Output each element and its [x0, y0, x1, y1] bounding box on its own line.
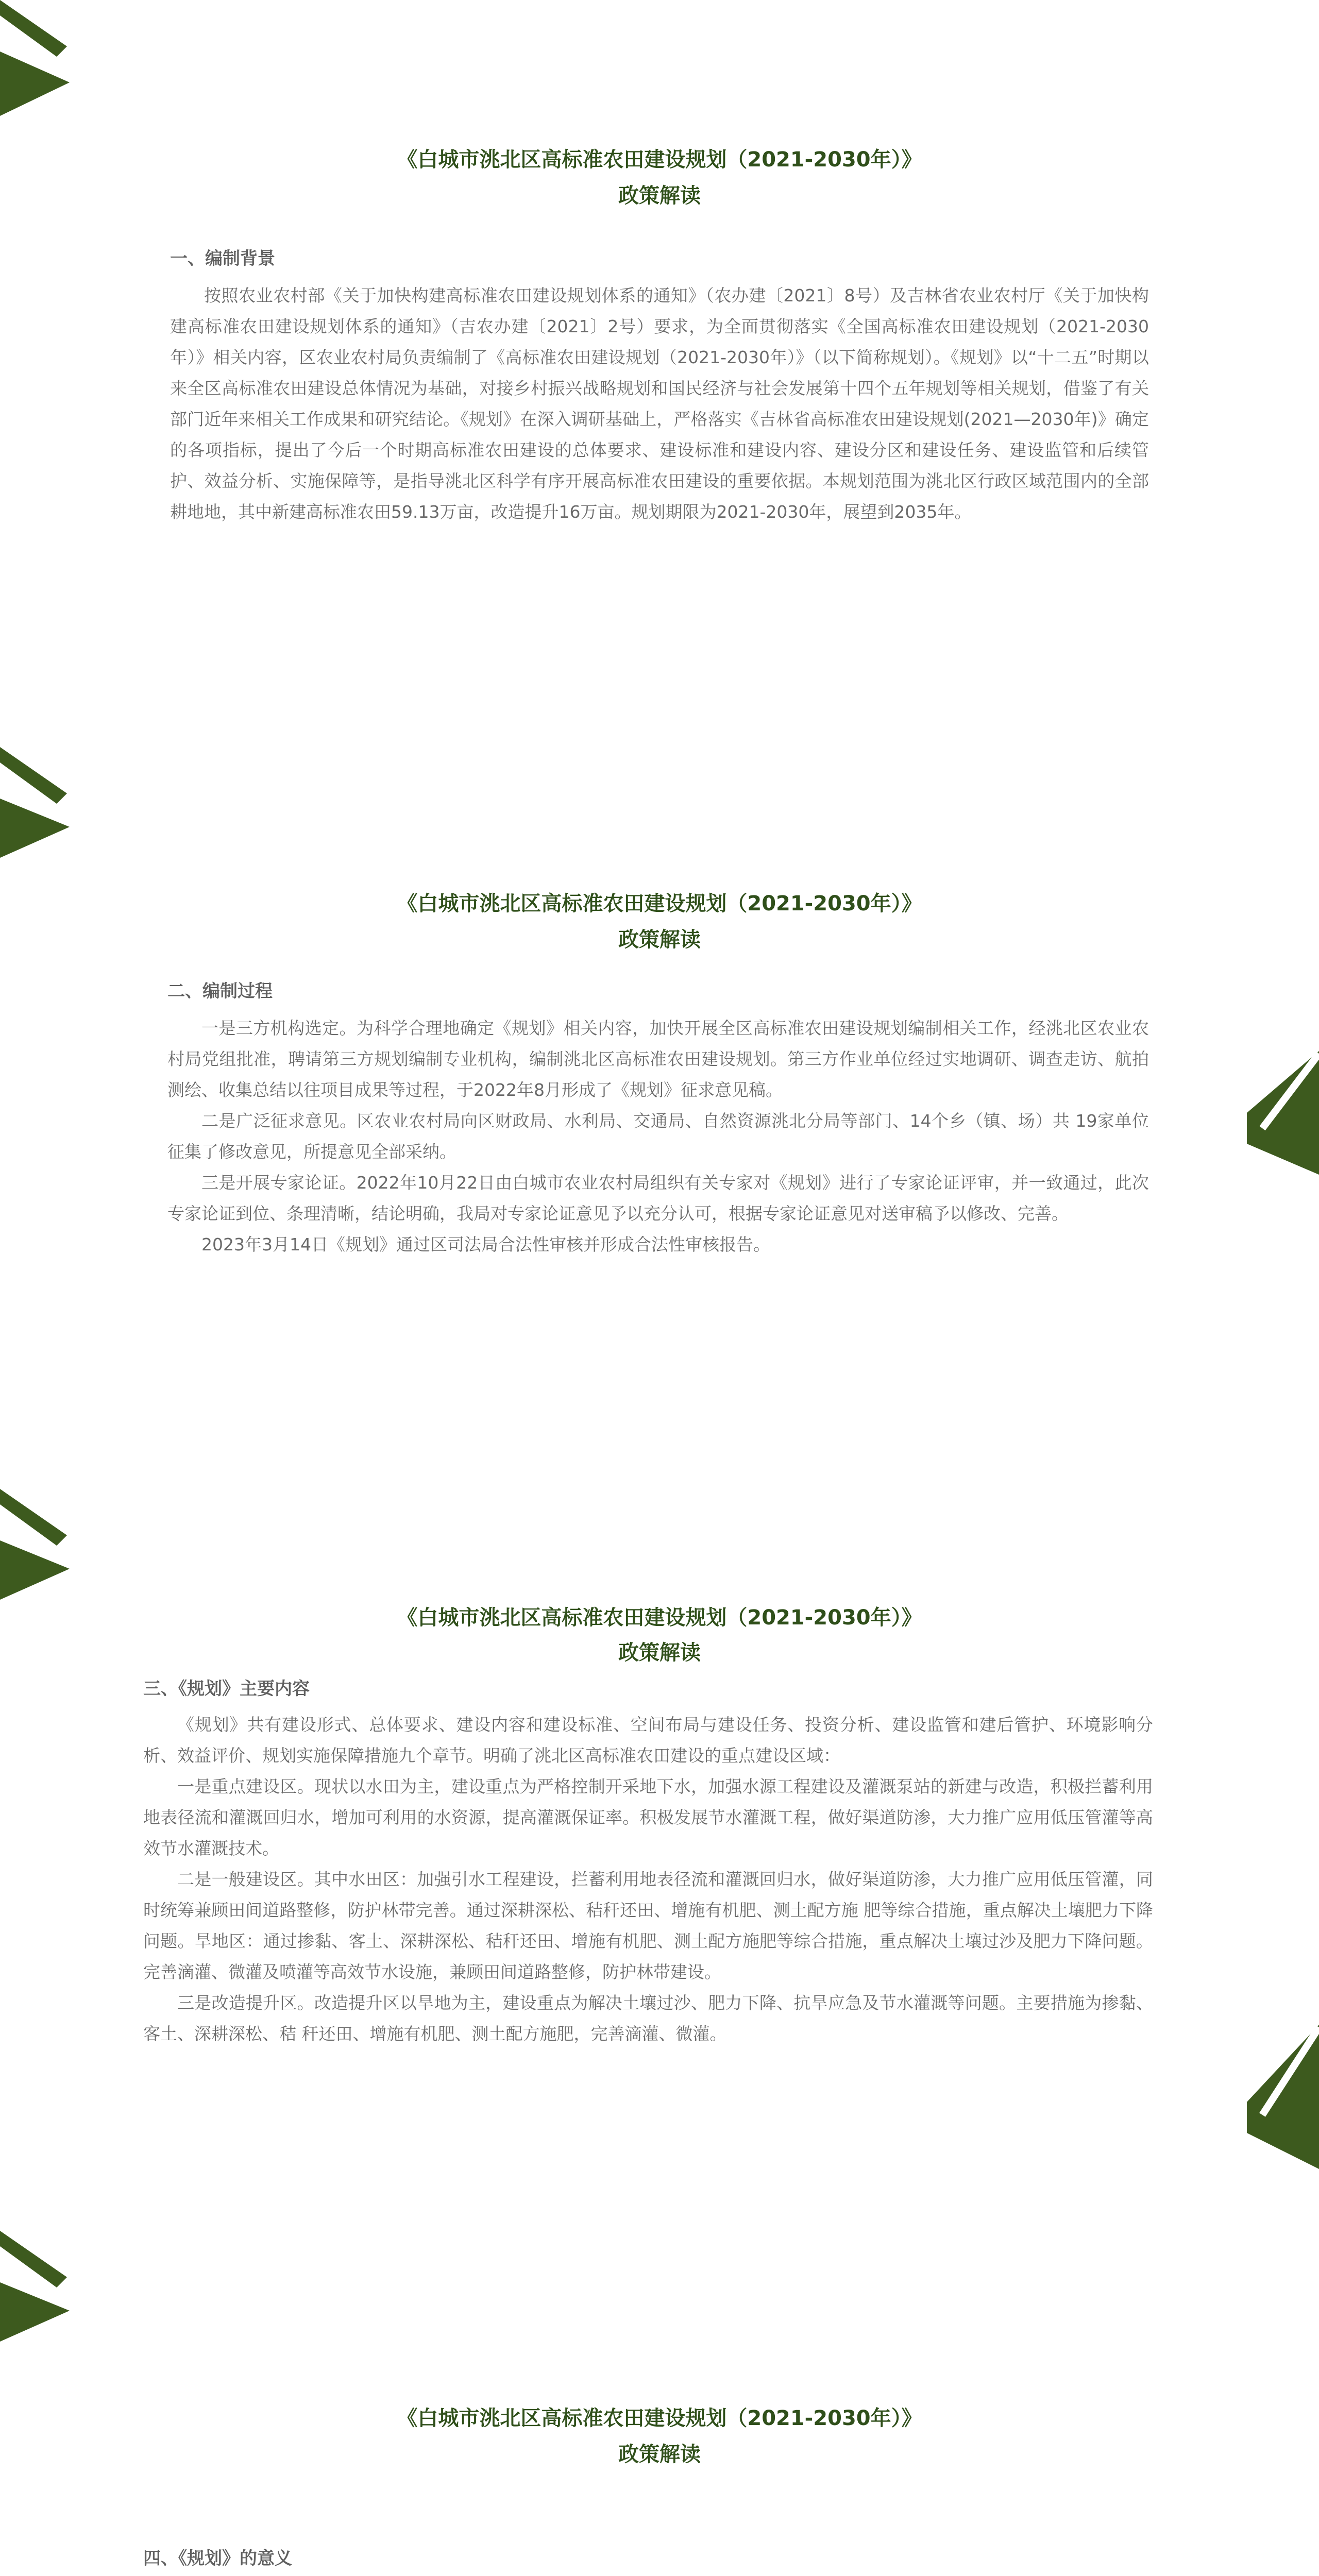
paragraph: 《规划》共有建设形式、总体要求、建设内容和建设标准、空间布局与建设任务、投资分析、建设监管和建后管护、环境影响分析、效益评价、规划实施保障措施九个章节。明确了洮北区高标准农田建设的重点建设区域：	[143, 1715, 1153, 1766]
paragraph: 按照农业农村部《关于加快构建高标准农田建设规划体系的通知》（农办建〔2021〕8号）及吉林省农业农村厅《关于加快构建高标准农田建设规划体系的通知》（吉农办建〔2021〕2号）要求，为全面贯彻落实《全国高标准农田建设规划（2021-2030年）》相关内容，区农业农村局负责编制了《高标准农田建设规划（2021-2030年）》（以下简称规划）。《规划》以“十二五”时期以来全区高标准农田建设总体情况为基础，对接乡村振兴战略规划和国民经济与社会发展第十四个五年规划等相关规划，借鉴了有关部门近年来相关工作成果和研究结论。《规划》在深入调研基础上，严格落实《吉林省高标准农田建设规划(2021—2030年)》确定的各项指标，提出了今后一个时期高标准农田建设的总体要求、建设标准和建设内容、建设分区和建设任务、建设监管和后续管护、效益分析、实施保障等，是指导洮北区科学有序开展高标准农田建设的重要依据。本规划范围为洮北区行政区域范围内的全部耕地地，其中新建高标准农田59.13万亩，改造提升16万亩。规划期限为2021-2030年，展望到2035年。	[170, 285, 1149, 522]
paragraph: 三是改造提升区。改造提升区以旱地为主，建设重点为解决土壤过沙、肥力下降、抗旱应急及节水灌溉等问题。主要措施为掺黏、客土、深耕深松、秸 秆还田、增施有机肥、测土配方施肥，完善滴灌、微灌。	[143, 1993, 1153, 2044]
section-heading: 四、《规划》的意义	[143, 2548, 292, 2569]
document-subtitle: 政策解读	[618, 184, 701, 208]
document-title: 《白城市洮北区高标准农田建设规划（2021-2030年）》	[397, 1606, 922, 1630]
document-subtitle: 政策解读	[618, 2443, 701, 2466]
paragraph: 一是重点建设区。现状以水田为主，建设重点为严格控制开采地下水，加强水源工程建设及灌溉泵站的新建与改造，积极拦蓄利用地表径流和灌溉回归水，增加可利用的水资源，提高灌溉保证率。积极发展节水灌溉工程，做好渠道防渗，大力推广应用低压管灌等高效节水灌溉技术。	[143, 1776, 1153, 1858]
paragraph: 2023年3月14日《规划》通过区司法局合法性审核并形成合法性审核报告。	[201, 1234, 770, 1255]
document-subtitle: 政策解读	[618, 1641, 701, 1665]
paragraph: 三是开展专家论证。2022年10月22日由白城市农业农村局组织有关专家对《规划》进行了专家论证评审，并一致通过，此次专家论证到位、条理清晰，结论明确，我局对专家论证意见予以充分认可，根据专家论证意见对送审稿予以修改、完善。	[167, 1173, 1149, 1224]
document-title: 《白城市洮北区高标准农田建设规划（2021-2030年）》	[397, 148, 922, 172]
document-title: 《白城市洮北区高标准农田建设规划（2021-2030年）》	[397, 892, 922, 916]
section-heading: 三、《规划》主要内容	[143, 1679, 310, 1699]
paragraph: 一是三方机构选定。为科学合理地确定《规划》相关内容，加快开展全区高标准农田建设规划编制相关工作，经洮北区农业农村局党组批准，聘请第三方规划编制专业机构，编制洮北区高标准农田建设规划。第三方作业单位经过实地调研、调查走访、航拍测绘、收集总结以往项目成果等过程，于2022年8月形成了《规划》征求意见稿。	[167, 1018, 1149, 1100]
section-heading: 一、编制背景	[170, 248, 275, 269]
paragraph: 二是广泛征求意见。区农业农村局向区财政局、水利局、交通局、自然资源洮北分局等部门、14个乡（镇、场）共 19家单位征集了修改意见，所提意见全部采纳。	[167, 1111, 1149, 1162]
paragraph: 二是一般建设区。其中水田区：加强引水工程建设，拦蓄利用地表径流和灌溉回归水，做好渠道防渗，大力推广应用低压管灌，同时统筹兼顾田间道路整修，防护林带完善。通过深耕深松、秸秆还田、增施有机肥、测土配方施 肥等综合措施，重点解决土壤肥力下降问题。旱地区：通过掺黏、客土、深耕深松、秸秆还田、增施有机肥、测土配方施肥等综合措施，重点解决土壤过沙及肥力下降问题。完善滴灌、微灌及喷灌等高效节水设施，兼顾田间道路整修，防护林带建设。	[143, 1869, 1153, 1982]
document-subtitle: 政策解读	[618, 928, 701, 952]
section-heading: 二、编制过程	[167, 981, 273, 1002]
document-title: 《白城市洮北区高标准农田建设规划（2021-2030年）》	[397, 2406, 922, 2430]
